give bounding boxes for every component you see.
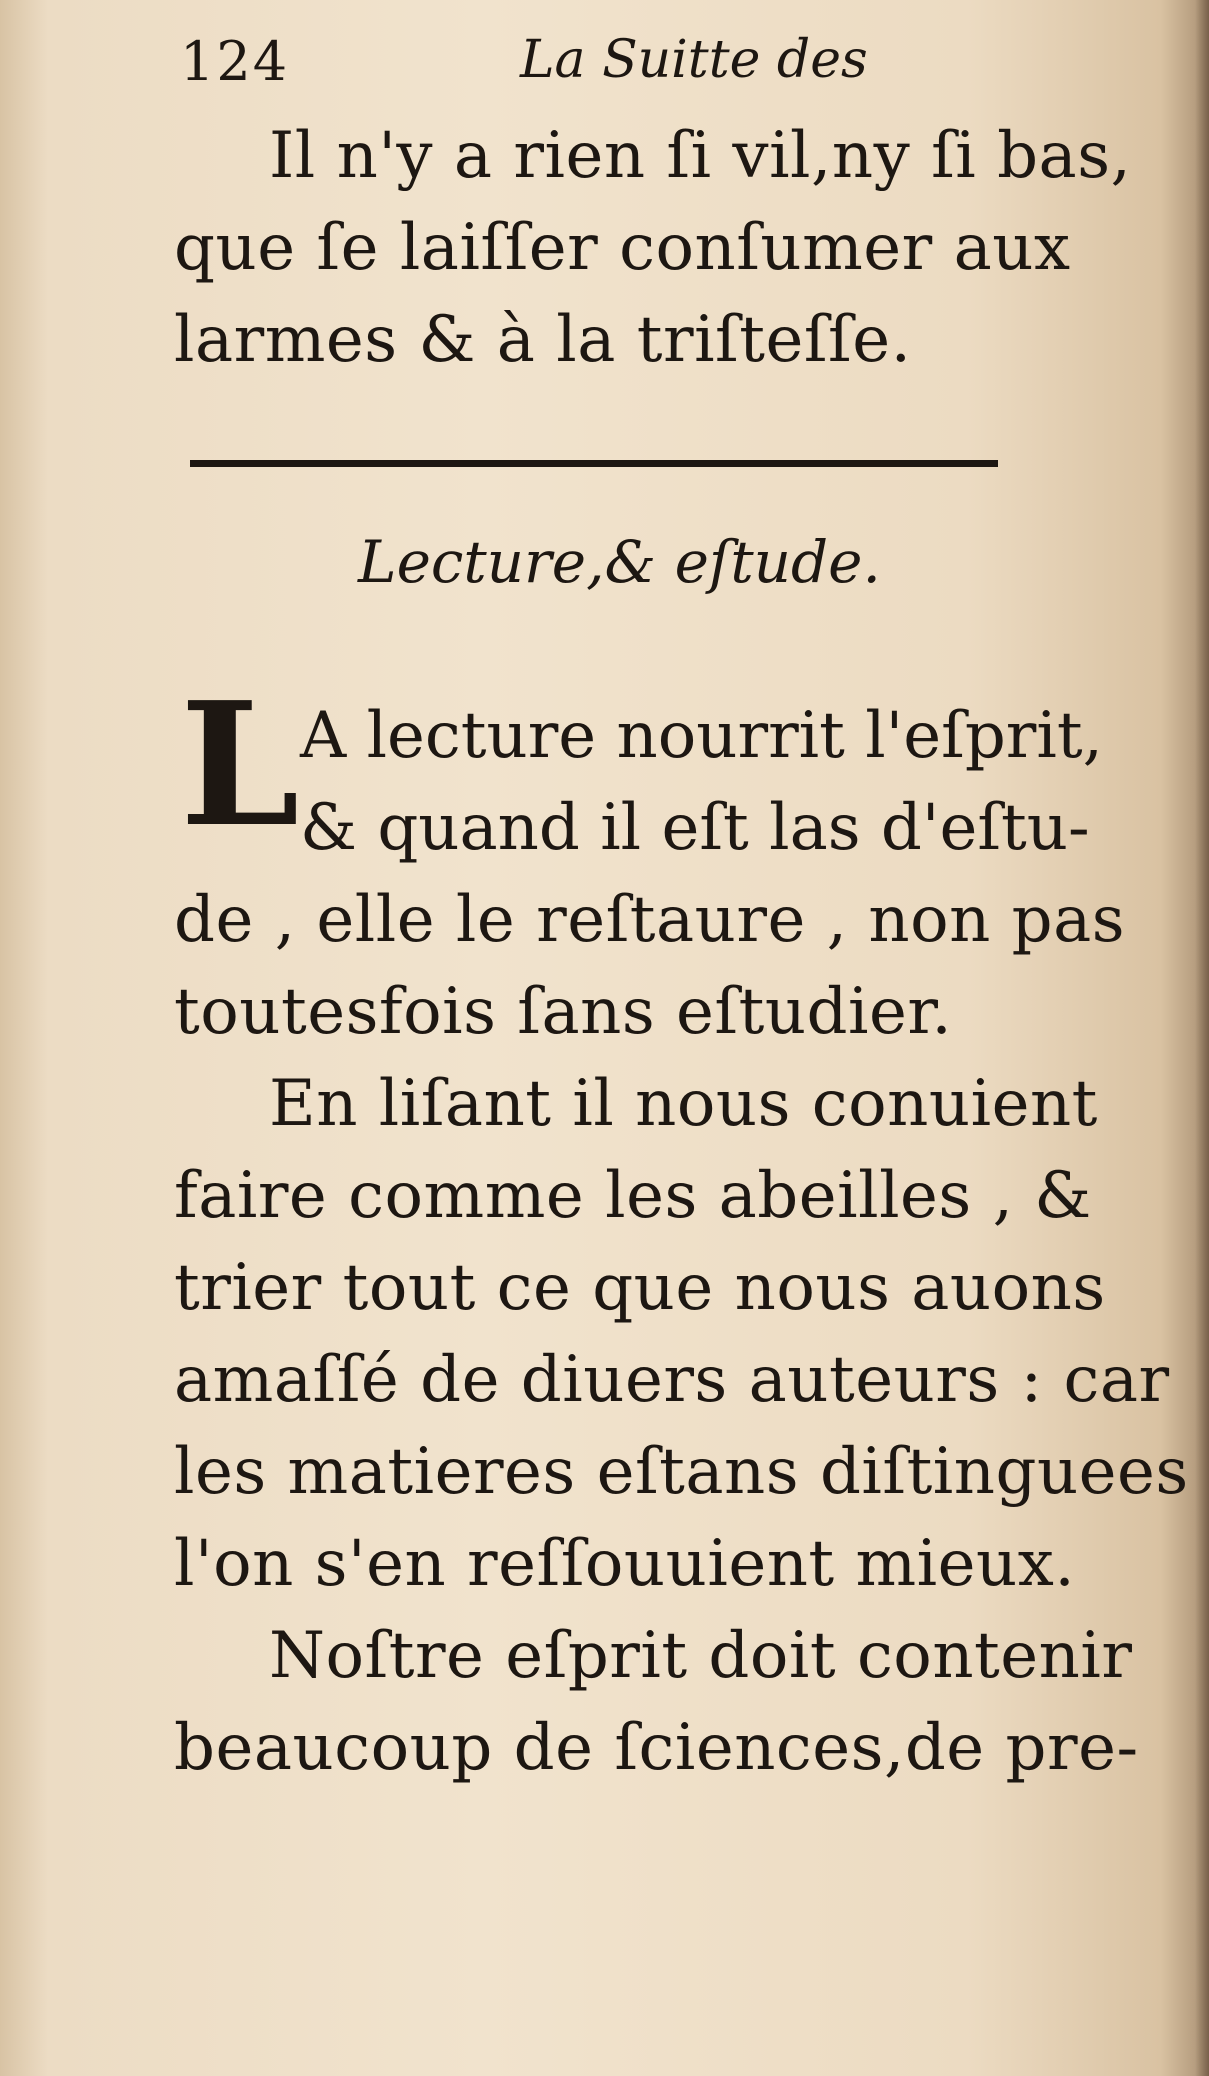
page-number: 124 — [180, 30, 290, 93]
text-line: de , elle le reſtaure , non pas — [174, 883, 1126, 957]
running-title: La Suitte des — [520, 30, 868, 90]
text-line: les matieres eſtans diſtinguees — [174, 1435, 1189, 1509]
text-line: Il n'y a rien ſi vil,ny ſi bas, — [269, 119, 1132, 193]
paragraph2 — [174, 1058, 1189, 1610]
text-line: faire comme les abeilles , & — [174, 1159, 1092, 1233]
text-line: que ſe laiſſer conſumer aux — [174, 211, 1071, 285]
text-line: Noſtre eſprit doit contenir — [269, 1619, 1133, 1693]
text-line: & quand il eſt las d'eſtu- — [300, 791, 1090, 865]
paragraph1-rest — [174, 874, 1126, 1058]
text-line: A lecture nourrit l'eſprit, — [300, 699, 1103, 773]
text-line: En liſant il nous conuient — [269, 1067, 1098, 1141]
section-title: Lecture,& eſtude. — [358, 528, 881, 596]
paragraph1-cap-lines — [300, 690, 1103, 874]
text-line: amaſſé de diuers auteurs : car — [174, 1343, 1170, 1417]
drop-cap-letter: L — [180, 665, 300, 865]
top-paragraph — [174, 110, 1132, 386]
paragraph3 — [174, 1610, 1139, 1794]
text-line: l'on s'en reſſouuient mieux. — [174, 1527, 1076, 1601]
text-line: larmes & à la triſteſſe. — [174, 303, 912, 377]
text-line: beaucoup de ſciences,de pre- — [174, 1711, 1139, 1785]
section-divider — [190, 460, 998, 467]
text-line: trier tout ce que nous auons — [174, 1251, 1106, 1325]
running-header — [180, 30, 880, 100]
text-line: toutesfois ſans eſtudier. — [174, 975, 953, 1049]
page-edge-shadow — [1195, 0, 1209, 2076]
